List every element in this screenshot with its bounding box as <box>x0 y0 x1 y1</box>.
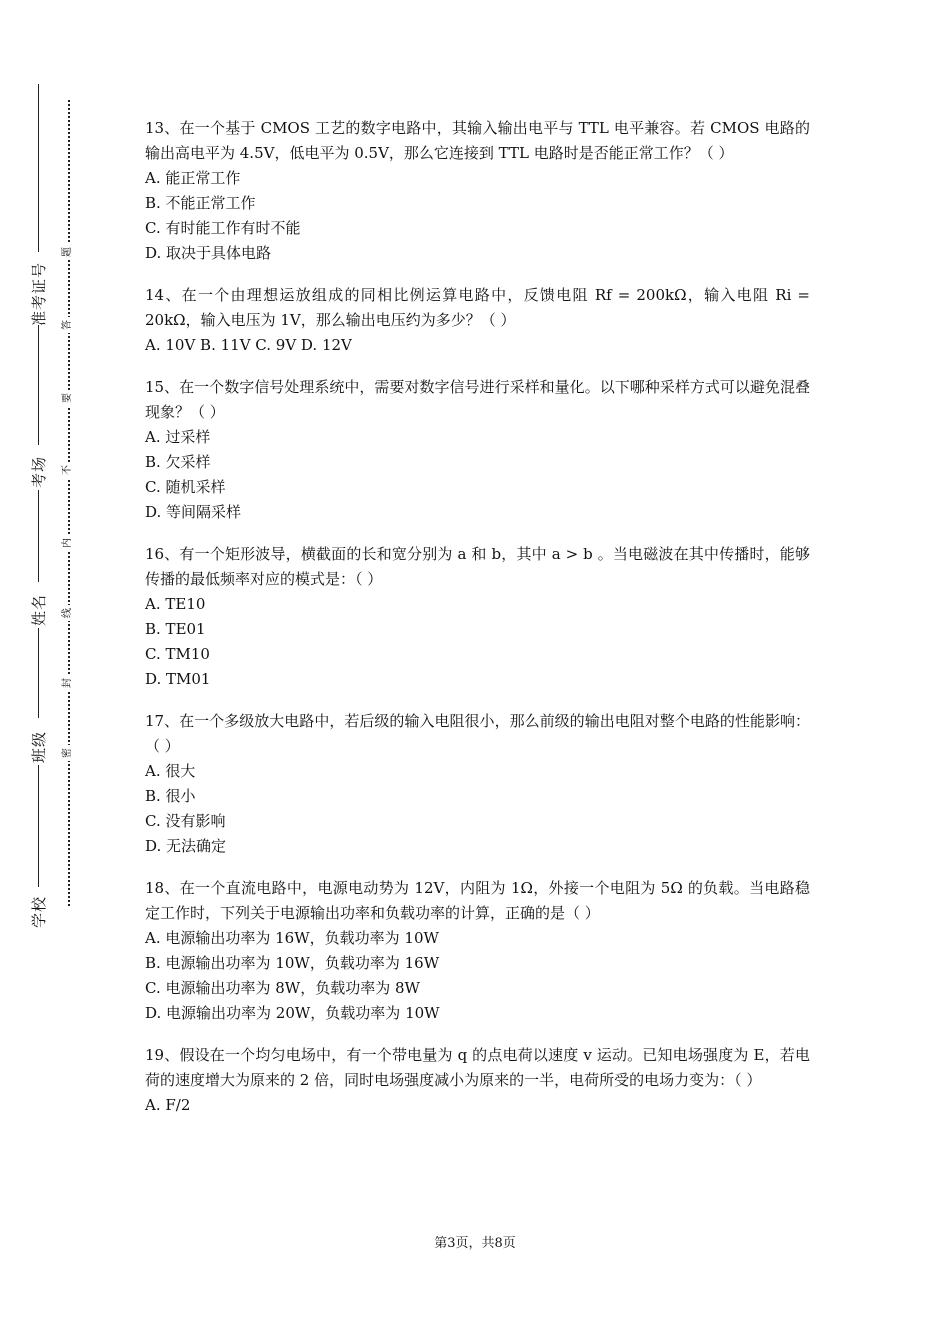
question-19 <box>145 1043 810 1118</box>
option-b: B. 欠采样 <box>145 453 211 471</box>
question-13 <box>145 116 810 266</box>
question-stem: 14、在一个由理想运放组成的同相比例运算电路中，反馈电阻 Rf = 200kΩ，输入电阻 Ri = 20kΩ，输入电压为 1V，那么输出电压约为多少？（ ） <box>145 286 810 329</box>
field-exam-number: 准考证号 <box>30 261 48 326</box>
option-line: A. 10V B. 11V C. 9V D. 12V <box>145 336 352 354</box>
option-c: C. 没有影响 <box>145 812 226 830</box>
option-c: C. TM10 <box>145 645 210 663</box>
option-d: D. 取决于具体电路 <box>145 244 272 262</box>
question-stem: 13、在一个基于 CMOS 工艺的数字电路中，其输入输出电平与 TTL 电平兼容。若 CMOS 电路的输出高电平为 4.5V，低电平为 0.5V，那么它连接到 TTL 电路时是否能正常工作？（ ） <box>145 119 810 162</box>
seal-char: 要 <box>60 390 76 406</box>
seal-char: 答 <box>60 317 76 333</box>
field-school: 学校 <box>30 895 48 928</box>
option-c: C. 电源输出功率为 8W，负载功率为 8W <box>145 979 420 997</box>
seal-char: 封 <box>60 675 76 691</box>
question-stem: 18、在一个直流电路中，电源电动势为 12V，内阻为 1Ω，外接一个电阻为 5Ω 的负载。当电路稳定工作时，下列关于电源输出功率和负载功率的计算，正确的是（ ） <box>145 879 810 922</box>
option-a: A. 很大 <box>145 762 196 780</box>
question-18 <box>145 876 810 1026</box>
binding-line <box>38 765 39 887</box>
question-16 <box>145 542 810 692</box>
binding-margin <box>0 0 110 1344</box>
option-c: C. 随机采样 <box>145 478 226 496</box>
page-footer: 第3页，共8页 <box>434 1236 516 1251</box>
option-b: B. 很小 <box>145 787 196 805</box>
field-class: 班级 <box>30 730 48 763</box>
seal-char: 密 <box>60 745 76 761</box>
question-15 <box>145 375 810 525</box>
option-d: D. 电源输出功率为 20W，负载功率为 10W <box>145 1004 440 1022</box>
option-b: B. 不能正常工作 <box>145 194 256 212</box>
question-stem: 16、有一个矩形波导，横截面的长和宽分别为 a 和 b，其中 a > b 。当电磁波在其中传播时，能够传播的最低频率对应的模式是：（ ） <box>145 545 810 588</box>
seal-char: 线 <box>60 605 76 621</box>
binding-line <box>38 628 39 718</box>
binding-line <box>38 84 39 252</box>
option-a: A. F/2 <box>145 1096 191 1114</box>
option-d: D. 等间隔采样 <box>145 503 242 521</box>
field-exam-room: 考场 <box>30 455 48 488</box>
question-list <box>145 116 810 1135</box>
option-d: D. TM01 <box>145 670 211 688</box>
question-stem: 19、假设在一个均匀电场中，有一个带电量为 q 的点电荷以速度 v 运动。已知电场强度为 E，若电荷的速度增大为原来的 2 倍，同时电场强度减小为原来的一半，电荷所受的电场力变为：（ ） <box>145 1046 810 1089</box>
option-b: B. TE01 <box>145 620 206 638</box>
binding-line <box>38 490 39 582</box>
option-a: A. 电源输出功率为 16W，负载功率为 10W <box>145 929 439 947</box>
question-stem: 15、在一个数字信号处理系统中，需要对数字信号进行采样和量化。以下哪种采样方式可以避免混叠现象？（ ） <box>145 378 810 421</box>
question-17 <box>145 709 810 859</box>
seal-char: 题 <box>60 244 76 260</box>
option-d: D. 无法确定 <box>145 837 227 855</box>
question-stem: 17、在一个多级放大电路中，若后级的输入电阻很小，那么前级的输出电阻对整个电路的性能影响：（ ） <box>145 712 810 755</box>
seal-char: 内 <box>60 535 76 551</box>
option-a: A. 过采样 <box>145 428 211 446</box>
question-14 <box>145 283 810 358</box>
seal-dotted-line <box>68 100 70 906</box>
option-a: A. 能正常工作 <box>145 169 241 187</box>
option-a: A. TE10 <box>145 595 206 613</box>
binding-line <box>38 325 39 445</box>
field-name: 姓名 <box>30 593 48 626</box>
option-b: B. 电源输出功率为 10W，负载功率为 16W <box>145 954 440 972</box>
seal-char: 不 <box>60 462 76 478</box>
option-c: C. 有时能工作有时不能 <box>145 219 301 237</box>
